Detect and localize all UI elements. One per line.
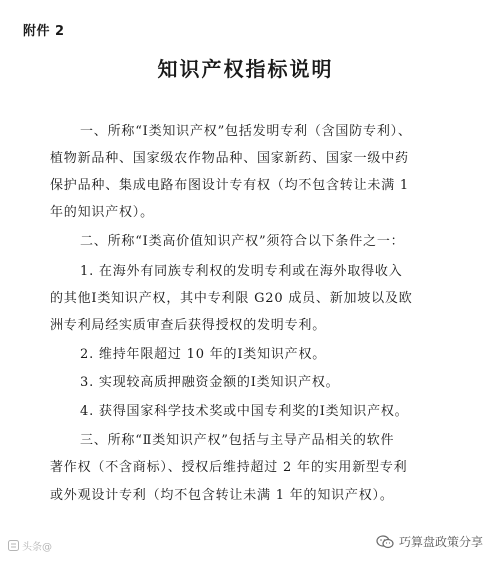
wechat-icon bbox=[376, 535, 394, 549]
toutiao-icon bbox=[8, 540, 19, 551]
paragraph-line: 洲专利局经实质审查后获得授权的发明专利。 bbox=[50, 318, 327, 333]
paragraph-line: 1. 在海外有同族专利权的发明专利或在海外取得收入 bbox=[80, 264, 403, 279]
account-badge[interactable] bbox=[376, 533, 483, 550]
paragraph-line: 年的知识产权）。 bbox=[50, 205, 154, 220]
watermark-text: 头条@ bbox=[22, 542, 52, 553]
paragraph-line: 植物新品种、国家级农作物品种、国家新药、国家一级中药 bbox=[50, 151, 409, 166]
paragraph-line: 的其他Ⅰ类知识产权，其中专利限 G20 成员、新加坡以及欧 bbox=[50, 291, 413, 306]
watermark bbox=[8, 538, 52, 553]
paragraph-line: 2. 维持年限超过 10 年的Ⅰ类知识产权。 bbox=[80, 347, 327, 362]
paragraph-line: 二、所称“Ⅰ类高价值知识产权”须符合以下条件之一： bbox=[80, 234, 405, 249]
paragraph-line: 或外观设计专利（均不包含转让未满 1 年的知识产权）。 bbox=[50, 488, 394, 503]
paragraph-line: 著作权（不含商标）、授权后维持超过 2 年的实用新型专利 bbox=[50, 460, 408, 475]
paragraph-line: 三、所称“Ⅱ类知识产权”包括与主导产品相关的软件 bbox=[80, 433, 395, 448]
paragraph-line: 3. 实现较高质押融资金额的Ⅰ类知识产权。 bbox=[80, 375, 340, 390]
paragraph-line: 一、所称“Ⅰ类知识产权”包括发明专利（含国防专利）、 bbox=[80, 124, 412, 139]
account-name: 巧算盘政策分享 bbox=[398, 535, 483, 549]
document-title: 知识产权指标说明 bbox=[157, 57, 334, 81]
paragraph-line: 保护品种、集成电路布图设计专有权（均不包含转让未满 1 bbox=[50, 178, 410, 193]
attachment-label: 附件 2 bbox=[23, 24, 65, 39]
paragraph-line: 4. 获得国家科学技术奖或中国专利奖的Ⅰ类知识产权。 bbox=[80, 404, 409, 419]
